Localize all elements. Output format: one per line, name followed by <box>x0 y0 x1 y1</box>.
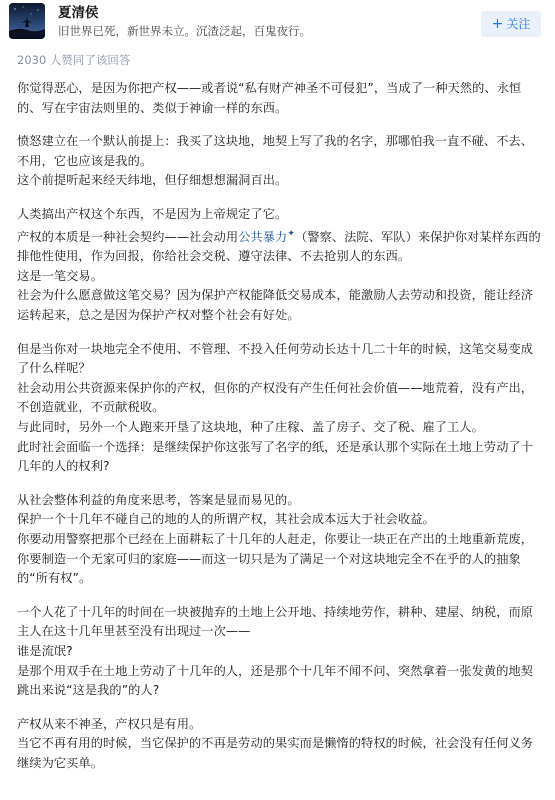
text-line: 与此同时，另外一个人跑来开垦了这块地，种了庄稼、盖了房子、交了税、雇了工人。 <box>17 419 484 434</box>
paragraph-1 <box>17 79 541 118</box>
text-line: 当它不再有用的时候，当它保护的不再是劳动的果实而是懒惰的特权的时候，社会没有任何义务继续为它买单。 <box>17 736 534 770</box>
paragraph-3 <box>17 205 541 326</box>
text-segment: （警察、法院、军队）来保护你对某样东西的排他性使用，作为回报，你给社会交税、遵守法律、不去抢别人的东西。 <box>17 229 541 264</box>
text-line: 社会为什么愿意做这笔交易？因为保护产权能降低交易成本，能激励人去劳动和投资，能让经济运转起来，总之是因为保护产权对整个社会有好处。 <box>17 288 534 322</box>
text-line: 你觉得恶心，是因为你把产权——或者说“私有财产神圣不可侵犯”，当成了一种天然的、永恒的、写在宇宙法则里的、类似于神谕一样的东西。 <box>17 81 522 115</box>
text-line <box>17 225 541 267</box>
text-line: 这是一笔交易。 <box>17 268 104 283</box>
author-avatar[interactable] <box>9 3 45 39</box>
text-line: 愤怒建立在一个默认前提上：我买了这块地，地契上写了我的名字，那哪怕我一直不碰、不去、不用，它也应该是我的。 <box>17 134 534 168</box>
author-bio: 旧世界已死，新世界未立。沉渣泛起，百鬼夜行。 <box>58 24 311 38</box>
text-line: 产权从来不神圣，产权只是有用。 <box>17 716 202 731</box>
answer-header <box>0 0 555 44</box>
text-line: 一个人花了十几年的时间在一块被抛弃的土地上公开地、持续地劳作，耕种、建屋、纳税，而原主人在这十几年里甚至没有出现过一次—— <box>17 604 534 639</box>
avatar-image <box>9 3 45 39</box>
vote-count: 2030 人赞同了该回答 <box>17 53 131 67</box>
text-line: 是那个用双手在土地上劳动了十几年的人，还是那个十几年不闻不问、突然拿着一张发黄的地契跳出来说“这是我的”的人? <box>17 663 534 698</box>
paragraph-2 <box>17 132 541 191</box>
text-line: 此时社会面临一个选择：是继续保护你这张写了名字的纸，还是承认那个实际在土地上劳动了十几年的人的权利? <box>17 439 534 474</box>
follow-label: 关注 <box>506 17 531 31</box>
text-line: 保护一个十几年不碰自己的地的人的所谓产权，其社会成本远大于社会收益。 <box>17 512 435 527</box>
text-line: 你要动用警察把那个已经在上面耕耘了十几年的人赶走，你要让一块正在产出的土地重新荒废，你要制造一个无家可归的家庭——而这一切只是为了满足一个对这块地完全不在乎的人的抽象的“所有权”。 <box>17 531 534 586</box>
answer-content <box>17 79 541 787</box>
paragraph-6 <box>17 603 541 701</box>
author-name[interactable]: 夏清侯 <box>58 5 99 21</box>
text-line: 从社会整体利益的角度来思考，答案是显而易见的。 <box>17 492 300 507</box>
follow-button[interactable] <box>481 11 541 37</box>
text-segment: 产权的本质是一种社会契约——社会动用 <box>17 229 239 244</box>
paragraph-7 <box>17 715 541 774</box>
paragraph-4 <box>17 340 541 477</box>
text-line: 但是当你对一块地完全不使用、不管理、不投入任何劳动长达十几二十年的时候，这笔交易变成了什么样呢？ <box>17 341 534 376</box>
text-line: 人类搞出产权这个东西，不是因为上帝规定了它。 <box>17 206 288 221</box>
public-violence-link[interactable]: 公共暴力 <box>238 229 288 244</box>
text-line: 这个前提听起来经天纬地，但仔细想想漏洞百出。 <box>17 173 288 188</box>
text-line: 谁是流氓? <box>17 643 73 658</box>
paragraph-5 <box>17 491 541 589</box>
text-line: 社会动用公共资源来保护你的产权，但你的产权没有产生任何社会价值——地荒着，没有产出，不创造就业，不贡献税收。 <box>17 380 534 415</box>
sparkle-icon: ✦ <box>287 228 295 239</box>
plus-icon: + <box>491 16 504 32</box>
